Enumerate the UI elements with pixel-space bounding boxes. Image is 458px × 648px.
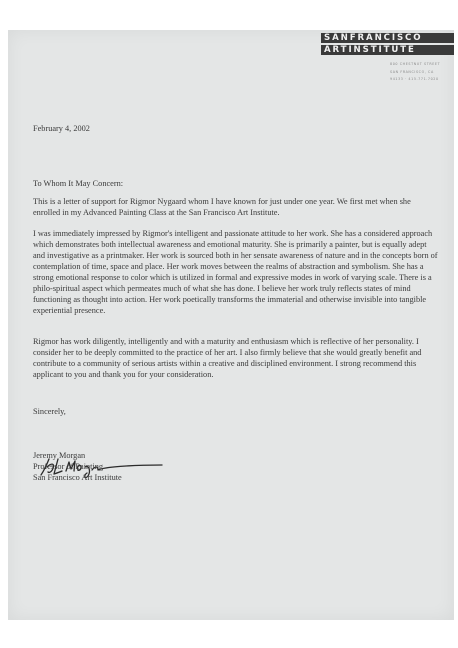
paragraph-recommendation: Rigmor has work diligently, intelligently and with a maturity and enthusiasm which is reflective of her personality. I consider her to be deeply committed to the practice of her art. I also firmly believe that she would greatly benefit and contribute to a community of serious artists within a creative and disciplined environment. I strong recommend this applicant to you and thank you for your consideration.: [33, 337, 422, 379]
paragraph-intro: This is a letter of support for Rigmor Nygaard whom I have known for just under one year. We first met when she enrolled in my Advanced Painting Class at the San Francisco Art Institute.: [33, 197, 411, 217]
signer-name: Jeremy Morgan: [33, 451, 86, 460]
logo-line-1: SANFRANCISCO: [321, 33, 454, 43]
salutation: To Whom It May Concern:: [33, 179, 124, 188]
address-line-2: SAN FRANCISCO, CA: [390, 69, 434, 74]
closing: Sincerely,: [33, 407, 66, 416]
signer-org: San Francisco Art Institute: [33, 473, 122, 482]
address-line-1: 800 CHESTNUT STREET: [390, 62, 441, 66]
logo-line-2: ARTINSTITUTE: [321, 45, 454, 55]
institute-logo: [321, 33, 454, 57]
signature-block: [33, 450, 438, 483]
letter-page: [8, 30, 454, 620]
letter-date: February 4, 2002: [33, 124, 90, 133]
paragraph-assessment: I was immediately impressed by Rigmor's intelligent and passionate attitude to her work. She has a considered approach which demonstrates both intellectual awareness and emotional maturity. She is primarily a painter, but is equally adept and investigative as a printmaker. Her work is sourced both in her sensate awareness of nature and in the concepts born of contemplation of time, space and place. Her work moves between the realms of abstraction and symbolism. She has a strong emotional response to color which is utilized in formal and expressive modes in work of varying scale. There is a philo-spiritual aspect which permeates much of what she has done. I believe her work truly reflects states of mind functioning as thought into action. Her work poetically transforms the immaterial and otherwise invisible into tangible experiential presence.: [33, 229, 438, 315]
address-line-3: 94133 · 415.771.7020: [390, 77, 439, 81]
letterhead-address: [390, 61, 454, 84]
signer-title: Professor of Painting: [33, 462, 104, 471]
